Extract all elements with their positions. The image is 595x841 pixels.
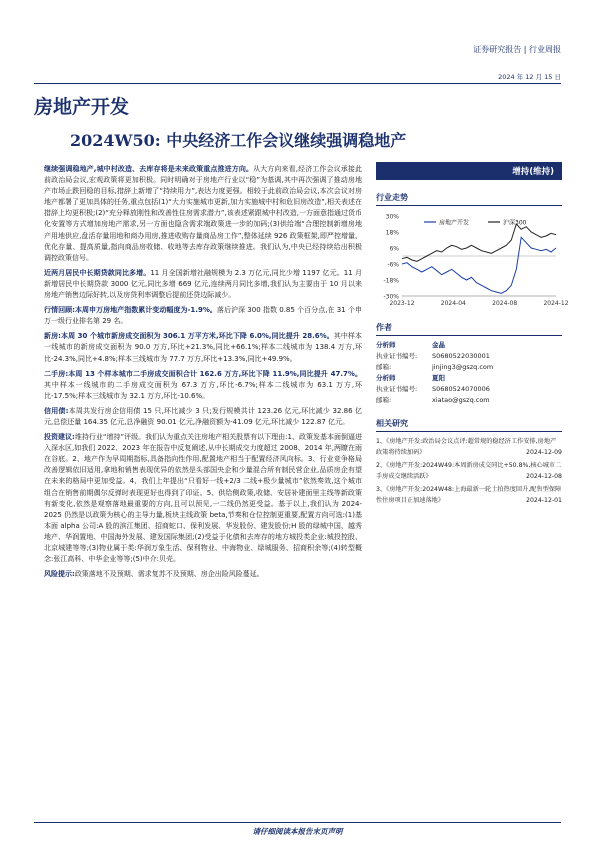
para-bonds-lead: 信用债:	[44, 406, 69, 415]
para-risk	[44, 569, 362, 580]
para-risk-lead: 风险提示:	[44, 570, 75, 579]
rating-badge: 增持(维持)	[376, 162, 562, 180]
header-divider	[34, 83, 561, 84]
ref-item-text: 1、《房地产开发:政治局会议点评:超常规的稳经济工作安排,房地产政策将持续加码》	[376, 438, 557, 456]
industry-title: 房地产开发	[34, 96, 130, 118]
para-market	[44, 305, 362, 327]
main-body	[44, 164, 362, 584]
author-2-role: 分析师	[376, 374, 396, 382]
ref-item-date: 2024-12-09	[526, 449, 562, 456]
ref-item[interactable]	[376, 460, 562, 482]
report-type	[473, 44, 561, 55]
author-2-name: 夏阳	[432, 374, 445, 382]
para-resale-lead: 二手房:本周 13 个样本城市二手房成交面积合计 162.6 万方,环比下降 11.9%,同比提升 47.7%。	[44, 369, 362, 378]
para-newhome	[44, 331, 362, 364]
legend-label: 房地产开发	[439, 219, 470, 227]
para-loans-lead: 近两月居民中长期贷款同比多增。	[44, 268, 151, 277]
author-2-email-label: 邮箱:	[376, 396, 392, 404]
y-tick-label: -30%	[383, 293, 399, 301]
report-type-left: 证券研究报告	[473, 45, 522, 54]
report-headline	[70, 128, 406, 151]
author-2-cert: S0680524070006	[432, 385, 490, 393]
report-type-right: 行业周报	[529, 45, 561, 54]
x-tick-label: 2024-12	[543, 300, 569, 307]
para-resale	[44, 369, 362, 402]
para-newhome-lead: 新房:本周 30 个城市新房成交面积为 306.1 万平方米,环比下降 6.0%,同比提升 28.6%。	[44, 332, 334, 341]
para-policy-lead: 继续强调稳地产,城中村改造、去库存将是未来政策重点推进方向。	[44, 165, 254, 173]
ref-item-text: 2、《房地产开发:2024W49:本周新房成交同比+50.8%,核心城市二手房成交继续活跃》	[376, 462, 562, 480]
report-date: 2024 年 12 月 15 日	[498, 73, 561, 81]
series-line-1	[402, 224, 556, 261]
author-1-cert: S0680522030001	[432, 352, 490, 360]
author-1-role: 分析师	[376, 341, 396, 349]
para-bonds	[44, 406, 362, 428]
footer-divider	[34, 822, 561, 823]
trend-chart	[376, 210, 569, 310]
para-advice-text: 维持行业“增持”评级。我们认为重点关注房地产相关股票有以下理由:1、政策发基本面倒逼进入深水区,如我们 2022、2023 年在报告中反复阐述,从中长期成交力度超过 2008、2014 年,两瞭在雨在谷底。2、地产作为早周期指标,具备指向性作用,配置地产相当于配置经济风向标。3、行业竞争格局改善逻辑依旧适用,拿地和销售表现优异的依然是头部国央企和少量混合所有制民营企业,品质房企有望在未来的格局中更加受益。4、我们上年提出“只看好一线+2/3 二线+极少量城市”依然奏效,这个城市组合在销售前期偶尔反弹时表现更好也得到了印证。5、供给侧政策,收储、安居补建面里主线等新政策有新变化,依然是观察落地最重要的方向,且可以预见,一二线仍然更受益。基于以上,我们认为 2024-2025 仍然是以政策为核心的主导力量,板块主线政策 beta,节奏和仓位控制更重要,配置方向可选:(1)基本面 alpha 公司:A 股的滨江集团、招商蛇口、保利发展、华发股份、建发股份;H 股的绿城中国、越秀地产、华润置地、中国海外发展、建发国际集团;(2)受益于化债和去库存的地方城投类企业:城投控股、北京城建等等;(3)物业属于类:华润万象生活、保利物业、中海物业、绿城服务、招商积余等;(4)转型概念:张江高科、中华企业等等;(5)中介:贝壳。	[44, 433, 362, 564]
refs-title: 相关研究	[376, 418, 562, 432]
para-market-text: 落后沪深 300 指数 0.85 个百分点,在 31 个申万一级行业排名第 29 名。	[44, 306, 362, 326]
para-risk-text: 政策落地不及预期、需求复苏不及预期、房企出险风险蔓延。	[74, 570, 264, 579]
ref-item[interactable]	[376, 484, 562, 506]
para-resale-text: 其中样本一线城市的二手房成交面积为 67.3 万方,环比-6.7%;样本二线城市为 63.1 万方,环比-17.5%;样本三线城市为 32.1 万方,环比-10.6%。	[44, 380, 362, 400]
x-tick-label: 2024-08	[492, 300, 518, 307]
author-2-email[interactable]: xiatao@gszq.com	[432, 396, 490, 404]
x-tick-label: 2024-04	[440, 300, 466, 307]
y-tick-label: 30%	[385, 213, 399, 221]
para-bonds-text: 本周共发行房企信用债 15 只,环比减少 3 只;发行规模共计 123.26 亿元,环比减少 32.86 亿元,总偿还量 164.35 亿元,总净融资 90.01 亿元,净融资额为-41.09 亿元,环比减少 122.87 亿元。	[44, 406, 362, 426]
author-2	[376, 373, 562, 406]
para-market-lead: 行情回顾:本周申万房地产指数累计变动幅度为-1.9%。	[44, 306, 217, 315]
author-1	[376, 340, 562, 373]
author-1-name: 金晶	[432, 341, 445, 349]
y-tick-label: -18%	[383, 277, 399, 285]
para-loans-text: 11 月全国新增社融规模为 2.3 万亿元,同比少增 1197 亿元。11 月新增居民中长期贷款 3000 亿元,同比多增 669 亿元,连续两月同比多增,我们认为主要由于 10 月以来房地产销售边际好转,以及房贷利率调整后提前还贷边际减少。	[44, 268, 362, 300]
para-policy-text: 从大方向来看,经济工作会议承接此前政治局会议,宏观政策将更加积极。同时明确对于房地产行业以“稳”为基调,其中再次强调了推动房地产市场止跌回稳的目标,措辞上新增了“持续用力”,表达力度更强。相较于此前政治局会议,本次会议对房地产都署了更加具体的任务,重点包括(1)“大力实施城市更新,加力实施城中村和危旧房改造”,相关表述在措辞上均更积极;(2)“充分释放刚性和改善性住房需求潜力”,该表述紧跟城中村改造,一方面意指通过货币化安置等方式增加房地产需求,另一方面也隐含需求端政策进一步的加码;(3)供给端“合理控制新增房地产用地供应,盘活存量用地和商办用房,推进收购存量商品房工作”,整体延续 926 政策框架,即严控增量、优化存量、提高质量,指向商品房收储、收地等去库存政策继续推进。我们认为,中央已经持续给出积极调控政策信号。	[44, 165, 362, 262]
author-1-email-label: 邮箱:	[376, 363, 392, 371]
author-2-cert-label: 执业证书编号:	[376, 385, 418, 393]
footer-note: 请仔细阅读本报告末页声明	[252, 827, 343, 836]
author-list	[376, 340, 562, 406]
sidebar	[376, 162, 569, 508]
authors-title: 作者	[376, 322, 562, 336]
author-1-email[interactable]: jinjing3@gszq.com	[432, 363, 494, 371]
y-tick-label: 6%	[389, 245, 399, 253]
y-tick-label: -6%	[387, 261, 399, 269]
ref-item-text: 3、《房地产开发:2024W48:上海最新一轮土拍热度回升,配售型保障性住房项目正加速落地》	[376, 486, 562, 504]
author-1-cert-label: 执业证书编号:	[376, 352, 418, 360]
para-policy	[44, 164, 362, 264]
ref-item-date: 2024-12-08	[526, 473, 562, 480]
headline-week: 2024W50:	[70, 131, 161, 150]
headline-text: 中央经济工作会议继续强调稳地产	[166, 131, 407, 150]
report-type-sep: |	[523, 45, 527, 54]
y-tick-label: 18%	[385, 229, 399, 237]
legend-label: 沪深300	[503, 219, 527, 227]
trend-title: 行业走势	[376, 192, 562, 206]
para-newhome-text: 其中样本一线城市的新房成交面积为 90.0 万方,环比+21.3%,同比+66.1%;样本二线城市为 138.4 万方,环比-24.3%,同比+4.8%;样本三线城市为 77.7 万方,环比+13.3%,同比+49.9%。	[44, 332, 362, 363]
series-line-0	[402, 237, 556, 293]
ref-item[interactable]	[376, 436, 562, 458]
related-research	[376, 436, 562, 506]
trend-chart-svg	[376, 210, 569, 310]
para-advice-lead: 投资建议:	[44, 433, 75, 442]
para-loans	[44, 268, 362, 301]
para-advice	[44, 432, 362, 565]
x-tick-label: 2023-12	[389, 300, 415, 307]
ref-item-date: 2024-12-01	[526, 497, 562, 504]
